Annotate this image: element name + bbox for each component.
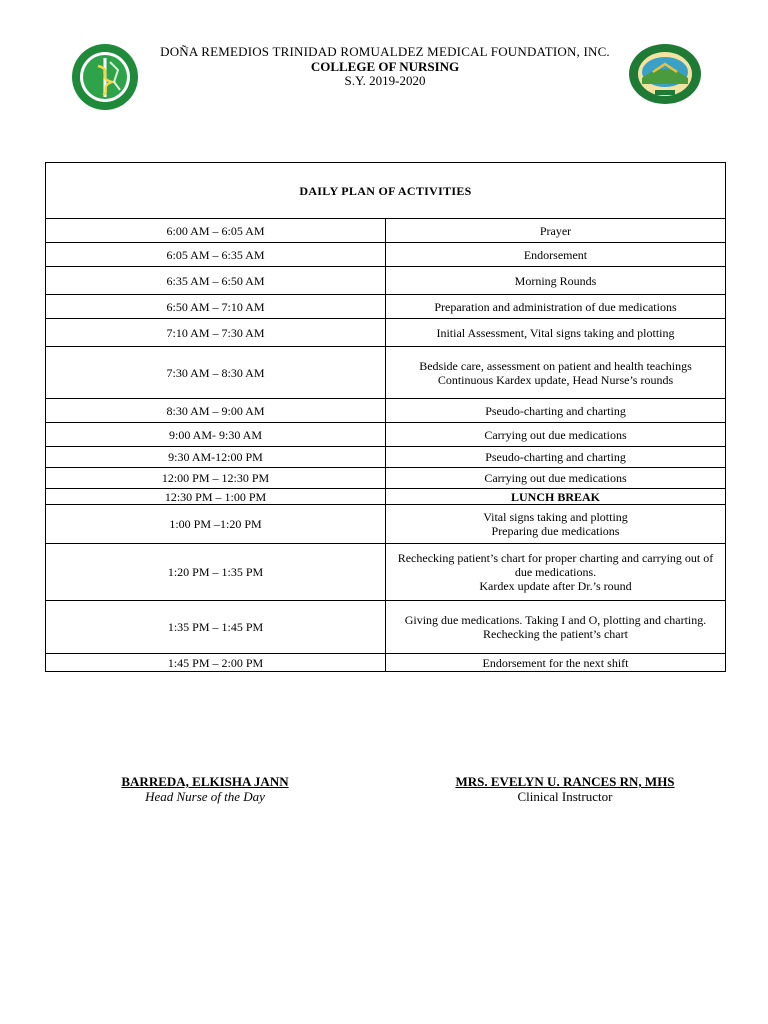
activity-line: Giving due medications. Taking I and O, plotting and charting.	[404, 613, 707, 627]
time-slot-cell: 1:00 PM –1:20 PM	[46, 505, 386, 544]
activity-line: Pseudo-charting and charting	[485, 450, 626, 464]
college-name: COLLEGE OF NURSING	[310, 59, 460, 74]
time-slot-cell: 1:45 PM – 2:00 PM	[46, 654, 386, 672]
foundation-seal-icon	[70, 42, 140, 112]
head-nurse-name: BARREDA, ELKISHA JANN	[121, 774, 289, 789]
activity-line: Carrying out due medications	[484, 427, 627, 442]
table-row	[46, 267, 726, 295]
time-slot-cell: 12:30 PM – 1:00 PM	[46, 489, 386, 505]
activity-cell	[386, 295, 726, 319]
activity-cell	[386, 219, 726, 243]
activity-line: Pseudo-charting and charting	[485, 403, 626, 418]
activity-line: Carrying out due medications	[484, 471, 627, 485]
time-slot-cell: 8:30 AM – 9:00 AM	[46, 399, 386, 423]
table-row	[46, 468, 726, 489]
time-slot-cell: 6:05 AM – 6:35 AM	[46, 243, 386, 267]
time-slot-cell: 12:00 PM – 12:30 PM	[46, 468, 386, 489]
document-header	[0, 42, 768, 112]
activity-line: Rechecking patient’s chart for proper charting and carrying out of due medications.	[397, 551, 714, 579]
table-row	[46, 347, 726, 399]
activity-cell	[386, 347, 726, 399]
clinical-instructor-name: MRS. EVELYN U. RANCES RN, MHS	[455, 774, 675, 789]
table-row	[46, 243, 726, 267]
time-slot-cell: 6:00 AM – 6:05 AM	[46, 219, 386, 243]
activity-line: Continuous Kardex update, Head Nurse’s rounds	[437, 372, 674, 387]
activity-line: Morning Rounds	[514, 273, 597, 288]
table-row	[46, 219, 726, 243]
table-title: DAILY PLAN OF ACTIVITIES	[46, 163, 726, 219]
time-slot-cell: 9:30 AM-12:00 PM	[46, 447, 386, 468]
daily-plan-table	[45, 162, 726, 672]
table-row	[46, 654, 726, 672]
activity-cell	[386, 505, 726, 544]
header-text	[140, 44, 630, 88]
activity-line: Kardex update after Dr.’s round	[479, 579, 632, 593]
time-slot-cell: 7:30 AM – 8:30 AM	[46, 347, 386, 399]
time-slot-cell: 7:10 AM – 7:30 AM	[46, 319, 386, 347]
organization-name: DOÑA REMEDIOS TRINIDAD ROMUALDEZ MEDICAL FOUNDATION, INC.	[160, 44, 610, 59]
activity-cell	[386, 468, 726, 489]
activity-cell	[386, 654, 726, 672]
activity-cell	[386, 447, 726, 468]
activity-cell	[386, 489, 726, 505]
activity-cell	[386, 243, 726, 267]
activity-cell	[386, 601, 726, 654]
head-nurse-signature	[100, 774, 310, 804]
time-slot-cell: 6:35 AM – 6:50 AM	[46, 267, 386, 295]
time-slot-cell: 1:35 PM – 1:45 PM	[46, 601, 386, 654]
table-row	[46, 295, 726, 319]
activity-line: LUNCH BREAK	[510, 489, 600, 504]
head-nurse-role: Head Nurse of the Day	[145, 789, 265, 804]
clinical-instructor-role: Clinical Instructor	[517, 789, 613, 804]
activity-line: Prayer	[539, 223, 572, 238]
table-row	[46, 423, 726, 447]
table-row	[46, 319, 726, 347]
activity-cell	[386, 399, 726, 423]
activity-line: Vital signs taking and plotting	[483, 510, 628, 524]
activity-line: Preparing due medications	[491, 524, 620, 538]
activity-line: Preparation and administration of due medications	[434, 299, 677, 314]
activity-line: Rechecking the patient’s chart	[483, 627, 628, 641]
time-slot-cell: 9:00 AM- 9:30 AM	[46, 423, 386, 447]
table-row	[46, 505, 726, 544]
table-row	[46, 447, 726, 468]
time-slot-cell: 6:50 AM – 7:10 AM	[46, 295, 386, 319]
school-year: S.Y. 2019-2020	[344, 73, 426, 88]
activity-line: Bedside care, assessment on patient and health teachings	[419, 358, 692, 373]
time-slot-cell: 1:20 PM – 1:35 PM	[46, 544, 386, 601]
activity-cell	[386, 319, 726, 347]
activity-line: Endorsement	[523, 247, 588, 262]
table-row	[46, 489, 726, 505]
activity-cell	[386, 423, 726, 447]
activity-line: Endorsement for the next shift	[482, 655, 629, 670]
clinical-instructor-signature	[430, 774, 700, 804]
activity-cell	[386, 544, 726, 601]
activity-line: Initial Assessment, Vital signs taking and plotting	[436, 325, 675, 340]
table-row	[46, 544, 726, 601]
table-row	[46, 601, 726, 654]
activity-cell	[386, 267, 726, 295]
table-row	[46, 399, 726, 423]
college-of-nursing-seal-icon	[625, 42, 705, 106]
